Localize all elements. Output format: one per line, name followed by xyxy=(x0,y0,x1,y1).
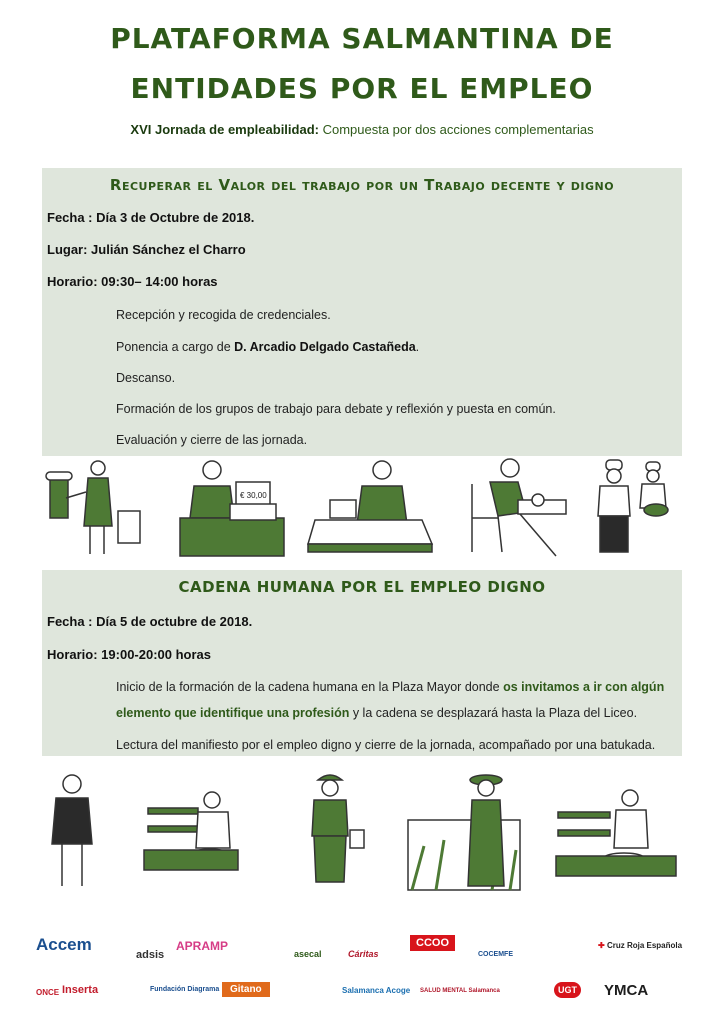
chefs-illustration xyxy=(598,460,668,552)
cashier-illustration xyxy=(180,461,284,556)
professions-illustration-row1 xyxy=(40,456,680,568)
speaker-name: D. Arcadio Delgado Castañeda xyxy=(234,340,416,354)
page-title-line2: ENTIDADES POR EL EMPLEO xyxy=(130,72,594,105)
agenda-item-reception: Recepción y recogida de credenciales. xyxy=(116,308,331,322)
logo-cocemfe: COCEMFE xyxy=(478,951,513,958)
agenda-item-groups: Formación de los grupos de trabajo para debate y reflexión y puesta en común. xyxy=(116,402,556,416)
subtitle xyxy=(0,122,724,137)
section2-fecha: Fecha : Día 5 de octubre de 2018. xyxy=(47,614,253,629)
waiter-illustration xyxy=(52,775,92,886)
manifesto-paragraph: Lectura del manifiesto por el empleo digno y cierre de la jornada, acompañado por una batukada. xyxy=(116,738,656,752)
logo-accem: Accem xyxy=(36,935,92,954)
logo-ymca: YMCA xyxy=(604,982,649,999)
chain-paragraph xyxy=(116,674,676,726)
section1-horario: Horario: 09:30– 14:00 horas xyxy=(47,274,218,289)
construction-worker-illustration xyxy=(312,775,364,882)
register-display: € 30,00 xyxy=(240,491,267,500)
baker-illustration xyxy=(144,792,238,870)
logo-gitano: Gitano xyxy=(222,982,270,997)
section1-lugar: Lugar: Julián Sánchez el Charro xyxy=(47,242,246,257)
talk-suffix: . xyxy=(415,340,420,354)
clerk-illustration xyxy=(308,461,432,552)
subtitle-rest: Compuesta por dos acciones complementarias xyxy=(318,122,594,137)
baker-illustration-2 xyxy=(556,790,676,876)
logo-asecal: asecal xyxy=(294,949,322,959)
sponsor-logos-row2 xyxy=(0,982,724,1012)
section1-title: Recuperar el Valor del trabajo por un Trabajo decente y digno xyxy=(109,176,615,194)
postal-worker-illustration xyxy=(46,461,140,554)
page-title-line1: PLATAFORMA SALMANTINA DE xyxy=(110,22,614,55)
subtitle-bold: XVI Jornada de empleabilidad: xyxy=(130,122,319,137)
talk-prefix: Ponencia a cargo de xyxy=(116,340,235,354)
chain-text-bold: os invitamos a ir con algún elemento que identifique una profesión xyxy=(116,680,665,720)
logo-cruz-roja: ✚ Cruz Roja Española xyxy=(598,941,683,950)
section1-fecha: Fecha : Día 3 de Octubre de 2018. xyxy=(47,210,255,225)
chain-text-pre: Inicio de la formación de la cadena humana en la Plaza Mayor donde xyxy=(116,680,504,694)
logo-once: ONCE xyxy=(36,988,60,997)
farmer-illustration xyxy=(408,775,520,890)
section2-panel xyxy=(42,570,682,756)
logo-caritas: Cáritas xyxy=(348,949,379,959)
section2-title: CADENA HUMANA POR EL EMPLEO DIGNO xyxy=(178,578,546,596)
logo-adsis: adsis xyxy=(136,949,165,961)
section2-horario: Horario: 19:00-20:00 horas xyxy=(47,647,212,662)
logo-inserta: Inserta xyxy=(62,984,99,996)
sponsor-logos-row1 xyxy=(0,935,724,965)
section1-panel xyxy=(42,168,682,456)
logo-ugt: UGT xyxy=(554,982,581,998)
logo-ccoo: CCOO xyxy=(410,935,455,951)
agenda-item-talk xyxy=(116,334,676,360)
logo-salamanca-acoge: Salamanca Acoge xyxy=(342,986,411,995)
logo-apramp: APRAMP xyxy=(176,939,229,953)
caregiver-illustration xyxy=(472,459,566,556)
professions-illustration-row2 xyxy=(40,770,680,895)
agenda-item-closing: Evaluación y cierre de las jornada. xyxy=(116,433,308,447)
agenda-item-break: Descanso. xyxy=(116,371,176,385)
chain-text-post: y la cadena se desplazará hasta la Plaza del Liceo. xyxy=(349,706,638,720)
logo-diagrama: Fundación Diagrama xyxy=(150,986,220,993)
logo-salud-mental: SALUD MENTAL Salamanca xyxy=(420,988,500,994)
